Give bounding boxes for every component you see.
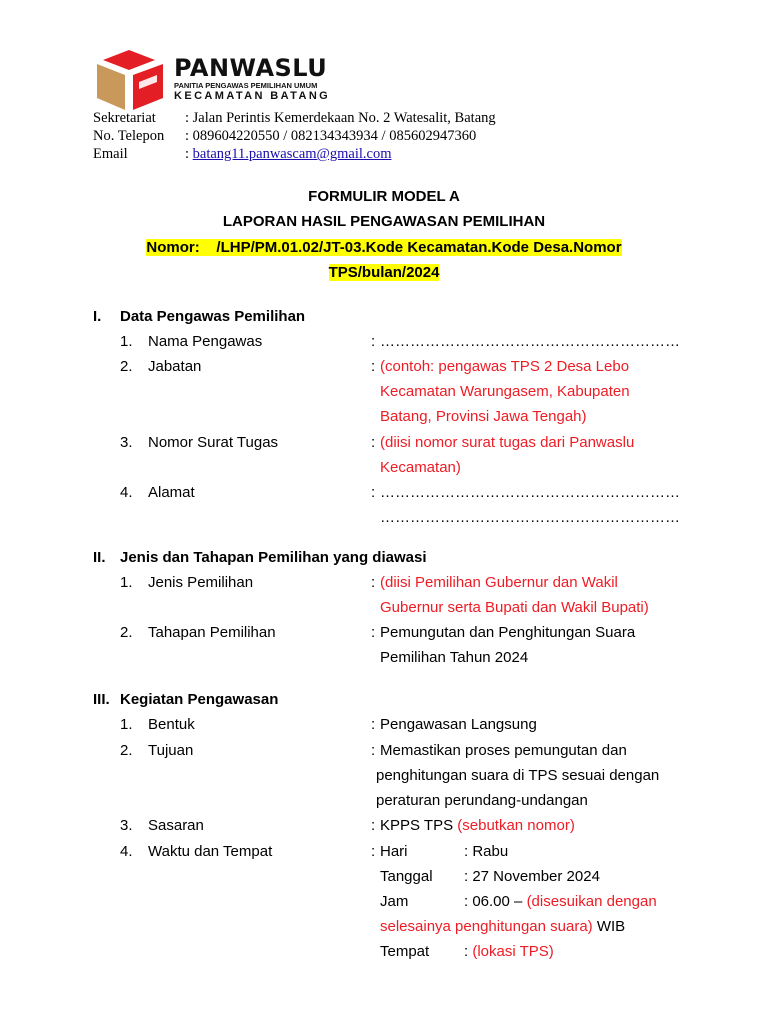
jabatan-hint: Kecamatan Warungasem, Kabupaten [380,383,630,400]
tahapan-value: Pemilihan Tahun 2024 [380,649,529,666]
tempat-hint: (lokasi TPS) [472,943,554,960]
field-label: Jenis Pemilihan [148,574,254,591]
field-colon: : [371,843,376,860]
section-2-number: II. [93,549,106,566]
surat-tugas-hint: (diisi nomor surat tugas dari Panwaslu [380,434,635,451]
jam-hint: (disesuikan dengan [526,893,657,910]
field-colon: : [371,484,376,501]
jam-label: Jam [380,893,409,910]
field-label: Bentuk [148,716,195,733]
email-colon: : [185,146,193,162]
brand-name: PANWASLU [174,54,328,82]
item-number: 4. [120,843,133,860]
contact-label: Sekretariat [93,110,156,126]
item-number: 1. [120,333,133,350]
item-number: 3. [120,434,133,451]
form-subtitle: LAPORAN HASIL PENGAWASAN PEMILIHAN [222,213,546,230]
item-number: 2. [120,624,133,641]
alamat-blank: …………………………………………………… [380,484,680,501]
tanggal-label: Tanggal [380,868,433,885]
field-colon: : [371,716,376,733]
tempat-colon: : [464,943,469,960]
field-label: Sasaran [148,817,204,834]
contact-value: : Jalan Perintis Kemerdekaan No. 2 Watesalit, Batang [185,110,496,126]
tahapan-value: Pemungutan dan Penghitungan Suara [380,624,636,641]
sasaran-value [380,816,575,836]
nomor-line-2 [0,263,768,283]
field-colon: : [371,624,376,641]
nama-pengawas-blank: …………………………………………………… [380,333,680,350]
bentuk-value: Pengawasan Langsung [380,716,537,733]
tujuan-value: Memastikan proses pemungutan dan [380,742,627,759]
tempat-label: Tempat [380,943,430,960]
jabatan-hint: (contoh: pengawas TPS 2 Desa Lebo [380,358,630,375]
tujuan-value: penghitungan suara di TPS sesuai dengan [376,767,660,784]
field-colon: : [371,742,376,759]
item-number: 3. [120,817,133,834]
jenis-pemilihan-hint: Gubernur serta Bupati dan Wakil Bupati) [380,599,649,616]
jam-suffix: WIB [596,918,626,935]
section-1-number: I. [93,308,102,325]
nomor-text-2: TPS/bulan/2024 [328,264,440,281]
field-label: Alamat [148,484,195,501]
item-number: 2. [120,358,133,375]
section-2-heading: Jenis dan Tahapan Pemilihan yang diawasi [120,549,427,566]
tempat-value [464,942,554,962]
brand-kecamatan: KECAMATAN BATANG [174,90,331,102]
field-colon: : [371,574,376,591]
nomor-line-1 [0,238,768,258]
section-3-number: III. [93,691,110,708]
contact-label: Email [93,146,128,162]
form-title: FORMULIR MODEL A [308,188,460,205]
field-colon: : [371,333,376,350]
tanggal-value: : 27 November 2024 [464,868,600,885]
nomor-text-1: Nomor: /LHP/PM.01.02/JT-03.Kode Kecamatan.Kode Desa.Nomor [146,239,622,256]
field-colon: : [371,434,376,451]
field-colon: : [371,358,376,375]
alamat-blank: …………………………………………………… [380,509,680,526]
contact-label: No. Telepon [93,128,165,144]
tujuan-value: peraturan perundang-undangan [376,792,588,809]
surat-tugas-hint: Kecamatan) [380,459,461,476]
jam-value-cont [380,917,625,937]
brand-subtitle: PANITIA PENGAWAS PEMILIHAN UMUM [174,81,318,90]
item-number: 4. [120,484,133,501]
hari-label: Hari [380,843,408,860]
brand-block [174,55,330,102]
field-label: Nomor Surat Tugas [148,434,279,451]
panwaslu-logo [95,48,165,112]
contact-value [185,145,392,163]
section-1-heading: Data Pengawas Pemilihan [120,308,306,325]
email-link[interactable]: batang11.panwascam@gmail.com [192,146,392,162]
item-number: 1. [120,574,133,591]
item-number: 2. [120,742,133,759]
section-3-heading: Kegiatan Pengawasan [120,691,279,708]
sasaran-text: KPPS TPS [380,817,454,834]
jam-time: : 06.00 – [464,893,523,910]
field-colon: : [371,817,376,834]
jam-hint: selesainya penghitungan suara) [380,918,593,935]
sasaran-hint: (sebutkan nomor) [457,817,575,834]
hari-value: : Rabu [464,843,509,860]
jam-value [464,892,657,912]
jabatan-hint: Batang, Provinsi Jawa Tengah) [380,408,587,425]
field-label: Tujuan [148,742,194,759]
field-label: Nama Pengawas [148,333,263,350]
contact-value: : 089604220550 / 082134343934 / 085602947360 [185,128,477,144]
field-label: Jabatan [148,358,202,375]
field-label: Tahapan Pemilihan [148,624,276,641]
item-number: 1. [120,716,133,733]
field-label: Waktu dan Tempat [148,843,273,860]
jenis-pemilihan-hint: (diisi Pemilihan Gubernur dan Wakil [380,574,618,591]
